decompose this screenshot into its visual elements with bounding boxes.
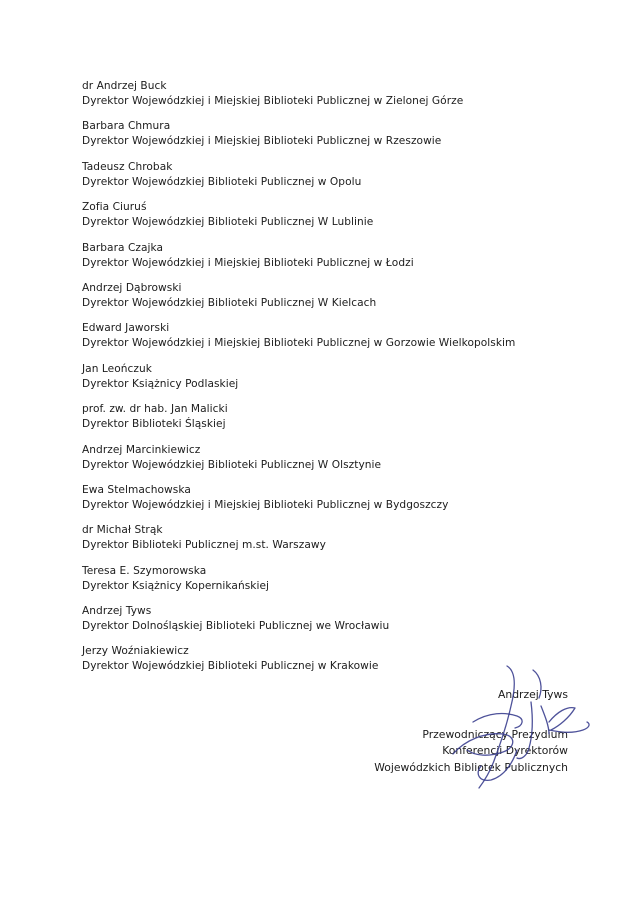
signatory-entry: [82, 402, 602, 442]
signatory-entry: [82, 119, 602, 159]
signatory-name: Barbara Czajka: [82, 241, 164, 254]
signatory-name: Tadeusz Chrobak: [82, 160, 173, 173]
signatories-list: [82, 79, 602, 685]
signatory-title: Dyrektor Dolnośląskiej Biblioteki Publicznej we Wrocławiu: [82, 620, 390, 633]
signatory-entry: [82, 362, 602, 402]
signatory-entry: [82, 281, 602, 321]
signatory-name: dr Michał Strąk: [82, 524, 163, 537]
signatory-entry: [82, 79, 602, 119]
signatory-entry: [82, 241, 602, 281]
signatory-title: Dyrektor Wojewódzkiej Biblioteki Publicznej w Krakowie: [82, 660, 379, 673]
signer-role-line: Konferencji Dyrektorów: [442, 744, 568, 757]
signer-role-line: Przewodniczący Prezydium: [422, 727, 568, 741]
signatory-name: prof. zw. dr hab. Jan Malicki: [82, 403, 228, 416]
signatory-name: dr Andrzej Buck: [82, 80, 167, 92]
signatory-title: Dyrektor Biblioteki Publicznej m.st. Warszawy: [82, 539, 326, 552]
signatory-entry: [82, 564, 602, 604]
signatory-name: Andrzej Tyws: [82, 605, 152, 618]
signatory-title: Dyrektor Wojewódzkiej i Miejskiej Biblioteki Publicznej w Bydgoszczy: [82, 498, 449, 511]
signature-block: [374, 687, 568, 776]
signatory-title: Dyrektor Wojewódzkiej Biblioteki Publicznej W Lublinie: [82, 216, 374, 229]
signatory-name: Andrzej Marcinkiewicz: [82, 443, 201, 456]
signer-name: Andrzej Tyws: [497, 688, 568, 701]
signatory-title: Dyrektor Książnicy Kopernikańskiej: [82, 579, 270, 592]
signatory-entry: [82, 523, 602, 563]
signatory-title: Dyrektor Wojewódzkiej Biblioteki Publicznej w Opolu: [82, 175, 362, 188]
signatory-entry: [82, 483, 602, 523]
signatory-title: Dyrektor Wojewódzkiej i Miejskiej Biblioteki Publicznej w Gorzowie Wielkopolskim: [82, 337, 516, 350]
signatory-entry: [82, 200, 602, 240]
signatory-title: Dyrektor Wojewódzkiej i Miejskiej Biblioteki Publicznej w Rzeszowie: [82, 135, 442, 148]
signatory-name: Ewa Stelmachowska: [82, 483, 191, 496]
signatory-name: Jan Leończuk: [82, 362, 152, 375]
signatory-name: Andrzej Dąbrowski: [82, 281, 182, 294]
signatory-name: Zofia Ciuruś: [82, 201, 147, 214]
signatory-entry: [82, 644, 602, 684]
signatory-title: Dyrektor Wojewódzkiej Biblioteki Publicznej W Olsztynie: [82, 458, 382, 471]
signatory-name: Teresa E. Szymorowska: [82, 564, 207, 577]
signatory-title: Dyrektor Wojewódzkiej i Miejskiej Biblioteki Publicznej w Zielonej Górze: [82, 95, 464, 107]
signatory-entry: [82, 321, 602, 361]
signatory-entry: [82, 604, 602, 644]
signatory-title: Dyrektor Biblioteki Śląskiej: [82, 418, 226, 431]
signatory-title: Dyrektor Wojewódzkiej Biblioteki Publicznej W Kielcach: [82, 296, 377, 309]
signatory-entry: [82, 443, 602, 483]
signatory-name: Barbara Chmura: [82, 120, 171, 133]
signer-role-line: Wojewódzkich Bibliotek Publicznych: [374, 760, 568, 774]
signatory-name: Edward Jaworski: [82, 322, 170, 335]
signatory-name: Jerzy Woźniakiewicz: [82, 645, 189, 658]
signatory-entry: [82, 160, 602, 200]
signatory-title: Dyrektor Wojewódzkiej i Miejskiej Biblioteki Publicznej w Łodzi: [82, 256, 414, 269]
signatory-title: Dyrektor Książnicy Podlaskiej: [82, 377, 239, 390]
